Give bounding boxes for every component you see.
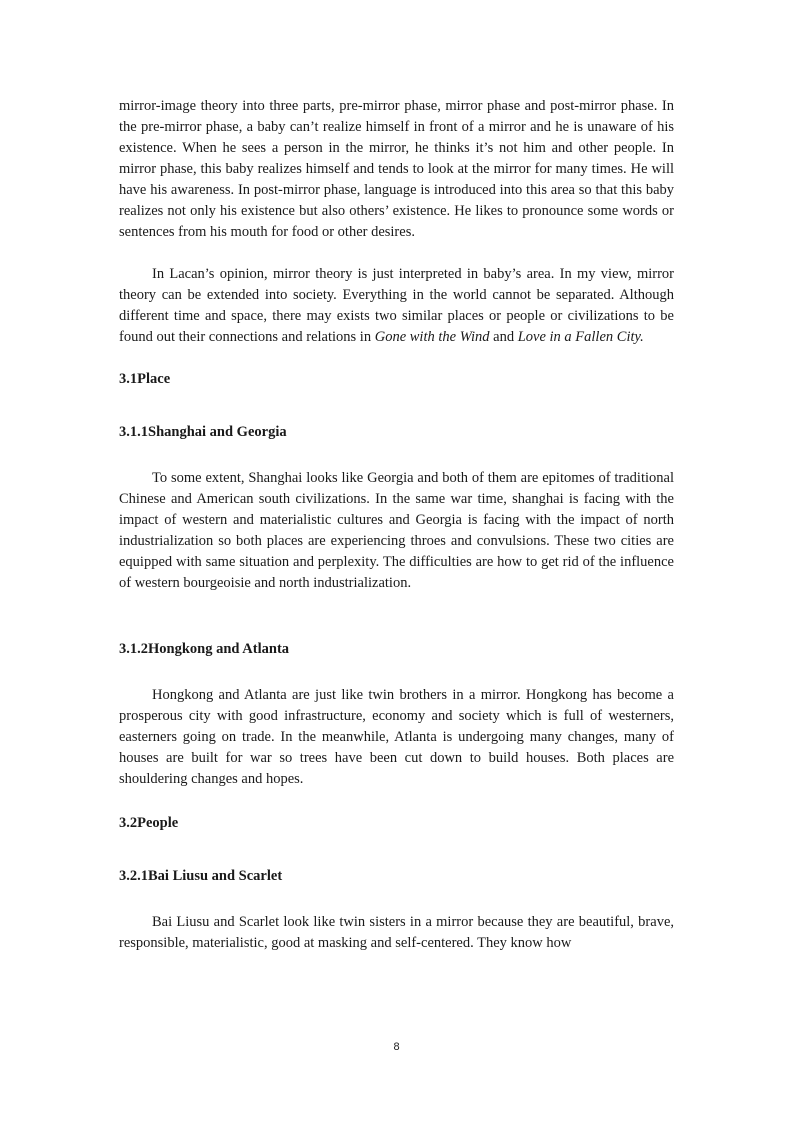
subsection-heading-bai-liusu-scarlet: 3.2.1Bai Liusu and Scarlet [119,868,283,884]
paragraph-lacan-text: In Lacan’s opinion, mirror theory is just interpreted in baby’s area. In my view, mirror theory can be extended into society. Everything in the world cannot be separated. Although different time and space, there may exists two similar places or people or civilizations to be found out their connections and relations in [119,266,674,345]
section-heading-place: 3.1Place [119,371,171,387]
page-number: 8 [393,1041,400,1053]
book-title-love-in-a-fallen-city: Love in a Fallen City. [517,329,644,345]
paragraph-hongkong-atlanta: Hongkong and Atlanta are just like twin brothers in a mirror. Hongkong has become a prosperous city with good infrastructure, economy and society which is full of westerners, easterners going on trade. In the meanwhile, Atlanta is undergoing many changes, many of houses are built for war so trees have been cut down to build houses. Both places are shouldering changes and hopes. [119,687,674,787]
subsection-heading-shanghai-georgia: 3.1.1Shanghai and Georgia [119,424,287,440]
book-title-gone-with-the-wind: Gone with the Wind [374,329,490,345]
paragraph-shanghai-georgia: To some extent, Shanghai looks like Georgia and both of them are epitomes of traditional Chinese and American south civilizations. In the same war time, shanghai is facing with the impact of western and materialistic cultures and Georgia is facing with the impact of north industrialization so both places are experiencing throes and convulsions. These two cities are equipped with same situation and perplexity. The difficulties are how to get rid of the influence of western bourgeoisie and north industrialization. [119,470,674,591]
section-heading-people: 3.2People [119,815,179,831]
page-body [119,96,674,954]
paragraph-lacan-opinion [119,264,674,348]
paragraph-mirror-phases: mirror-image theory into three parts, pre-mirror phase, mirror phase and post-mirror phase. In the pre-mirror phase, a baby can’t realize himself in front of a mirror and he is unaware of his existence. When he sees a person in the mirror, he thinks it’s not him and other people. In mirror phase, this baby realizes himself and tends to look at the mirror for many times. He will have his awareness. In post-mirror phase, language is introduced into this area so that this baby realizes not only his existence but also others’ existence. He likes to pronounce some words or sentences from his mouth for food or other desires. [119,98,674,240]
conjunction-text: and [489,329,518,345]
paragraph-bai-liusu-scarlet: Bai Liusu and Scarlet look like twin sisters in a mirror because they are beautiful, brave, responsible, materialistic, good at masking and self-centered. They know how [119,914,674,951]
subsection-heading-hongkong-atlanta: 3.1.2Hongkong and Atlanta [119,641,290,657]
